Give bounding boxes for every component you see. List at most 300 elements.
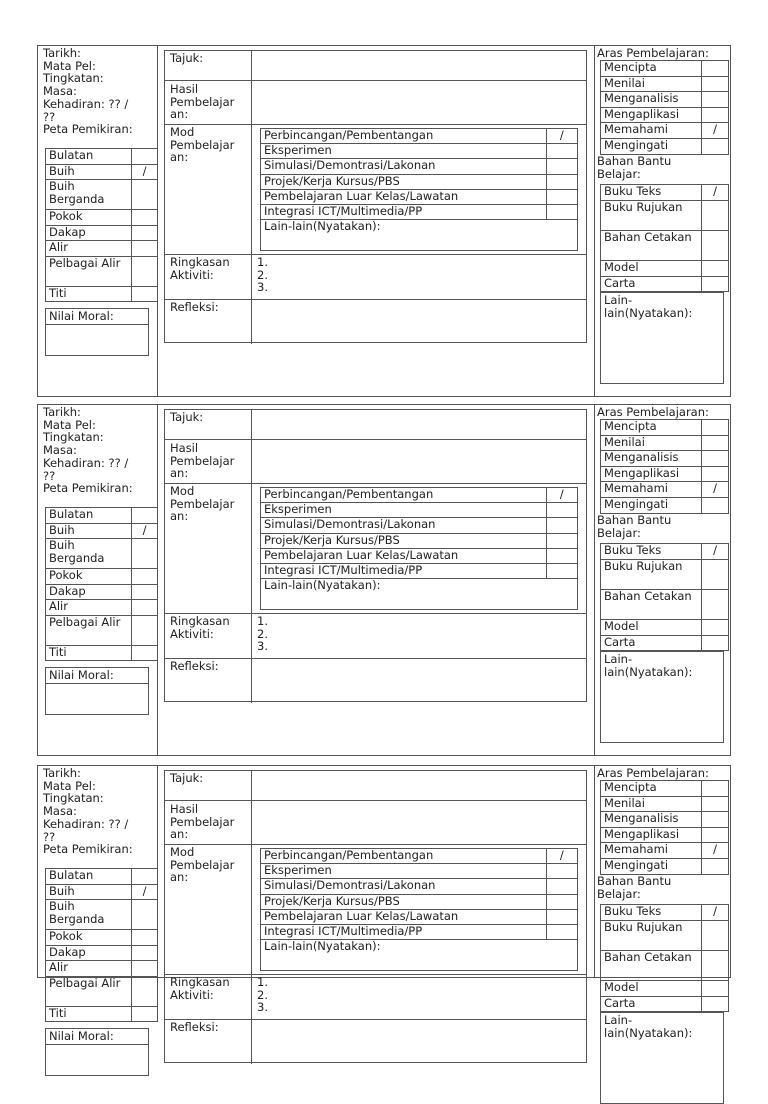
aras-table xyxy=(600,419,729,514)
peta_pemikiran-row xyxy=(46,961,158,977)
peta_pemikiran-row xyxy=(46,930,158,946)
bahan-row xyxy=(601,950,729,980)
peta-pemikiran-label: Peta Pemikiran: xyxy=(43,481,133,496)
resources-column xyxy=(594,405,731,755)
peta_pemikiran-label: Titi xyxy=(46,1006,132,1022)
bahan-label: Model xyxy=(601,980,702,996)
mod-label: Perbincangan/Pembentangan xyxy=(261,849,547,864)
peta_pemikiran-row xyxy=(46,645,158,661)
peta_pemikiran-tick-cell[interactable] xyxy=(132,241,158,257)
peta_pemikiran-row xyxy=(46,523,158,539)
bahan-tick-cell[interactable] xyxy=(702,230,729,260)
hasil-label: Hasil Pembelajar an: xyxy=(165,801,252,844)
aras-table xyxy=(600,60,729,155)
aras-label: Mengaplikasi xyxy=(601,107,702,123)
bahan-row xyxy=(601,635,729,651)
peta_pemikiran-tick-cell[interactable] xyxy=(132,615,158,645)
peta_pemikiran-row xyxy=(46,900,158,930)
bahan-tick-cell[interactable] xyxy=(702,920,729,950)
resources-column xyxy=(594,46,731,396)
aras-tick-cell[interactable] xyxy=(702,781,729,797)
aras-label: Menilai xyxy=(601,796,702,812)
tajuk-label: Tajuk: xyxy=(165,771,252,800)
aras-tick-cell[interactable] xyxy=(702,138,729,154)
aras-label: Mengaplikasi xyxy=(601,466,702,482)
mod-tick-cell[interactable] xyxy=(546,909,577,924)
hasil-row[interactable] xyxy=(165,800,586,844)
peta-pemikiran-table xyxy=(45,507,158,661)
mod-label: Projek/Kerja Kursus/PBS xyxy=(261,174,547,189)
mata-pel-label: Mata Pel: xyxy=(43,58,96,73)
tajuk-label: Tajuk: xyxy=(165,410,252,439)
refleksi-row[interactable] xyxy=(165,658,586,703)
aras-label: Menganalisis xyxy=(601,451,702,467)
refleksi-label: Refleksi: xyxy=(165,659,252,703)
peta_pemikiran-row xyxy=(46,286,158,302)
aras-tick-cell[interactable] xyxy=(702,61,729,77)
peta-pemikiran-label: Peta Pemikiran: xyxy=(43,122,133,137)
mod-label: Perbincangan/Pembentangan xyxy=(261,488,547,503)
tarikh-label: Tarikh: xyxy=(43,405,81,419)
bahan-row xyxy=(601,276,729,292)
mod-row xyxy=(261,220,578,251)
aras-row xyxy=(601,435,729,451)
mod-row xyxy=(261,503,578,518)
peta_pemikiran-tick-cell[interactable] xyxy=(132,645,158,661)
peta_pemikiran-label: Buih xyxy=(46,523,132,539)
bahan-tick-cell[interactable] xyxy=(702,619,729,635)
mod-row xyxy=(261,174,578,189)
bahan-lain-box[interactable] xyxy=(600,1012,724,1104)
ringkasan-item[interactable]: 1. xyxy=(257,975,268,989)
peta_pemikiran-tick-cell[interactable] xyxy=(132,225,158,241)
masa-label: Masa: xyxy=(43,84,77,99)
mod-label: Simulasi/Demontrasi/Lakonan xyxy=(261,518,547,533)
aras-label: Mencipta xyxy=(601,420,702,436)
peta_pemikiran-row xyxy=(46,164,158,180)
peta_pemikiran-tick-cell[interactable]: / xyxy=(132,523,158,539)
mod-label: Integrasi ICT/Multimedia/PP xyxy=(261,924,547,939)
mod-label: Integrasi ICT/Multimedia/PP xyxy=(261,204,547,219)
hasil-label: Hasil Pembelajar an: xyxy=(165,81,252,124)
nilai-moral-label: Nilai Moral: xyxy=(46,668,148,684)
mod-row xyxy=(261,533,578,548)
bahan-tick-cell[interactable]: / xyxy=(702,185,729,201)
identity-fields xyxy=(43,47,133,136)
kehadiran-total: ?? xyxy=(43,109,56,124)
peta_pemikiran-tick-cell[interactable] xyxy=(132,976,158,1006)
mod-row xyxy=(165,483,586,613)
mod-row xyxy=(261,879,578,894)
peta_pemikiran-label: Dakap xyxy=(46,225,132,241)
bahan-lain-label: Lain-lain(Nyatakan): xyxy=(604,1013,693,1040)
mod-label: Mod Pembelajar an: xyxy=(165,845,252,974)
bahan-label: Carta xyxy=(601,996,702,1012)
peta_pemikiran-label: Pokok xyxy=(46,210,132,226)
peta_pemikiran-label: Bulatan xyxy=(46,869,132,885)
lesson-plan xyxy=(37,765,731,1043)
resources-column xyxy=(594,766,731,1040)
peta_pemikiran-label: Buih Berganda xyxy=(46,539,132,569)
mod-label: Simulasi/Demontrasi/Lakonan xyxy=(261,159,547,174)
bahan-tick-cell[interactable]: / xyxy=(702,905,729,921)
mod-row xyxy=(261,924,578,939)
bahan-label: Carta xyxy=(601,276,702,292)
nilai-moral-box[interactable] xyxy=(45,1028,149,1076)
mod-row xyxy=(261,940,578,971)
mod-other-label[interactable]: Lain-lain(Nyatakan): xyxy=(261,579,578,610)
aras-label: Menganalisis xyxy=(601,92,702,108)
bahan-label: Bahan Bantu Belajar: xyxy=(597,154,672,181)
bahan-tick-cell[interactable]: / xyxy=(702,544,729,560)
peta_pemikiran-tick-cell[interactable] xyxy=(132,539,158,569)
ringkasan-item[interactable]: 2. xyxy=(257,987,268,1002)
bahan-lain-box[interactable] xyxy=(600,292,724,384)
aras-label: Memahami xyxy=(601,482,702,498)
peta_pemikiran-tick-cell[interactable] xyxy=(132,945,158,961)
refleksi-row[interactable] xyxy=(165,299,586,344)
aras-label: Menilai xyxy=(601,435,702,451)
bahan-row xyxy=(601,260,729,276)
peta_pemikiran-tick-cell[interactable] xyxy=(132,508,158,524)
aras-row xyxy=(601,466,729,482)
tarikh-label: Tarikh: xyxy=(43,766,81,780)
aras-tick-cell[interactable] xyxy=(702,812,729,828)
peta_pemikiran-label: Pelbagai Alir xyxy=(46,615,132,645)
ringkasan-list xyxy=(257,976,268,1014)
mod-other-label[interactable]: Lain-lain(Nyatakan): xyxy=(261,940,578,971)
aras-tick-cell[interactable] xyxy=(702,107,729,123)
peta_pemikiran-label: Dakap xyxy=(46,584,132,600)
ringkasan-item[interactable]: 2. xyxy=(257,626,268,641)
aras-tick-cell[interactable] xyxy=(702,796,729,812)
mod-label: Pembelajaran Luar Kelas/Lawatan xyxy=(261,909,547,924)
aras-tick-cell[interactable] xyxy=(702,858,729,874)
peta_pemikiran-tick-cell[interactable]: / xyxy=(132,164,158,180)
peta_pemikiran-label: Titi xyxy=(46,286,132,302)
bahan-tick-cell[interactable] xyxy=(702,200,729,230)
mod-row xyxy=(261,909,578,924)
bahan-table xyxy=(600,904,729,1012)
peta_pemikiran-label: Bulatan xyxy=(46,508,132,524)
bahan-tick-cell[interactable] xyxy=(702,635,729,651)
mod-row xyxy=(261,204,578,219)
content-box xyxy=(164,409,587,702)
aras-label: Aras Pembelajaran: xyxy=(597,46,709,60)
ringkasan-item[interactable]: 1. xyxy=(257,614,268,628)
nilai-moral-box[interactable] xyxy=(45,308,149,356)
aras-row xyxy=(601,107,729,123)
lesson-plan xyxy=(37,45,731,397)
aras-row xyxy=(601,781,729,797)
aras-row xyxy=(601,138,729,154)
aras-row xyxy=(601,843,729,859)
tajuk-label: Tajuk: xyxy=(165,51,252,80)
mod-label: Mod Pembelajar an: xyxy=(165,125,252,254)
aras-row xyxy=(601,76,729,92)
mod-row xyxy=(261,579,578,610)
aras-row xyxy=(601,451,729,467)
aras-label: Aras Pembelajaran: xyxy=(597,766,709,780)
bahan-label: Buku Rujukan xyxy=(601,559,702,589)
refleksi-label: Refleksi: xyxy=(165,300,252,344)
aras-label: Menilai xyxy=(601,76,702,92)
peta_pemikiran-tick-cell[interactable] xyxy=(132,584,158,600)
peta_pemikiran-tick-cell[interactable] xyxy=(132,961,158,977)
peta_pemikiran-tick-cell[interactable]: / xyxy=(132,884,158,900)
peta-pemikiran-label: Peta Pemikiran: xyxy=(43,842,133,857)
mod-tick-cell[interactable] xyxy=(546,189,577,204)
peta_pemikiran-row xyxy=(46,584,158,600)
aras-row xyxy=(601,123,729,139)
nilai-moral-label: Nilai Moral: xyxy=(46,1029,148,1045)
bahan-row xyxy=(601,619,729,635)
mod-label: Perbincangan/Pembentangan xyxy=(261,129,547,144)
peta_pemikiran-tick-cell[interactable] xyxy=(132,256,158,286)
peta_pemikiran-row xyxy=(46,884,158,900)
identity-fields xyxy=(43,767,133,856)
mod-tick-cell[interactable] xyxy=(546,879,577,894)
bahan-tick-cell[interactable] xyxy=(702,950,729,980)
bahan-row xyxy=(601,905,729,921)
tingkatan-label: Tingkatan: xyxy=(43,430,104,445)
mod-other-label[interactable]: Lain-lain(Nyatakan): xyxy=(261,220,578,251)
content-box xyxy=(164,770,587,1063)
tajuk-row[interactable] xyxy=(165,771,586,800)
bahan-lain-label: Lain-lain(Nyatakan): xyxy=(604,293,693,320)
mod-label: Integrasi ICT/Multimedia/PP xyxy=(261,563,547,578)
mod-label: Eksperimen xyxy=(261,864,547,879)
peta_pemikiran-label: Alir xyxy=(46,961,132,977)
mod-row xyxy=(261,849,578,864)
aras-row xyxy=(601,482,729,498)
ringkasan-label: Ringkasan Aktiviti: xyxy=(165,975,252,1019)
bahan-tick-cell[interactable] xyxy=(702,276,729,292)
refleksi-row[interactable] xyxy=(165,1019,586,1064)
aras-label: Mencipta xyxy=(601,781,702,797)
nilai-moral-box[interactable] xyxy=(45,667,149,715)
bahan-row xyxy=(601,544,729,560)
peta_pemikiran-label: Buih xyxy=(46,884,132,900)
masa-label: Masa: xyxy=(43,804,77,819)
mod-tick-cell[interactable] xyxy=(546,159,577,174)
peta_pemikiran-row xyxy=(46,569,158,585)
aras-row xyxy=(601,61,729,77)
peta_pemikiran-row xyxy=(46,210,158,226)
mod-row xyxy=(261,144,578,159)
bahan-tick-cell[interactable] xyxy=(702,980,729,996)
bahan-row xyxy=(601,559,729,589)
content-column xyxy=(157,766,594,1034)
mod-row xyxy=(261,488,578,503)
content-box xyxy=(164,50,587,343)
kehadiran-total: ?? xyxy=(43,468,56,483)
peta_pemikiran-label: Pelbagai Alir xyxy=(46,976,132,1006)
peta_pemikiran-tick-cell[interactable] xyxy=(132,569,158,585)
peta_pemikiran-label: Buih Berganda xyxy=(46,900,132,930)
lesson-plan xyxy=(37,404,731,756)
peta_pemikiran-tick-cell[interactable] xyxy=(132,286,158,302)
mod-tick-cell[interactable] xyxy=(546,924,577,939)
mod-tick-cell[interactable] xyxy=(546,503,577,518)
hasil-label: Hasil Pembelajar an: xyxy=(165,440,252,483)
peta_pemikiran-label: Dakap xyxy=(46,945,132,961)
aras-label: Memahami xyxy=(601,123,702,139)
peta_pemikiran-row xyxy=(46,508,158,524)
mod-label: Mod Pembelajar an: xyxy=(165,484,252,613)
mod-table xyxy=(260,848,578,971)
peta_pemikiran-tick-cell[interactable] xyxy=(132,930,158,946)
refleksi-label: Refleksi: xyxy=(165,1020,252,1064)
mod-tick-cell[interactable] xyxy=(546,144,577,159)
mod-tick-cell[interactable] xyxy=(546,518,577,533)
mod-tick-cell[interactable]: / xyxy=(546,849,577,864)
mod-row xyxy=(261,518,578,533)
peta_pemikiran-row xyxy=(46,225,158,241)
mod-tick-cell[interactable]: / xyxy=(546,488,577,503)
bahan-lain-box[interactable] xyxy=(600,651,724,743)
aras-row xyxy=(601,796,729,812)
mod-label: Simulasi/Demontrasi/Lakonan xyxy=(261,879,547,894)
mod-table xyxy=(260,487,578,610)
aras-tick-cell[interactable] xyxy=(702,827,729,843)
kehadiran-total: ?? xyxy=(43,829,56,844)
mod-row xyxy=(261,129,578,144)
aras-row xyxy=(601,827,729,843)
mod-tick-cell[interactable] xyxy=(546,894,577,909)
tajuk-row[interactable] xyxy=(165,51,586,80)
tingkatan-label: Tingkatan: xyxy=(43,71,104,86)
aras-tick-cell[interactable]: / xyxy=(702,843,729,859)
mod-row xyxy=(165,844,586,974)
aras-tick-cell[interactable]: / xyxy=(702,482,729,498)
bahan-tick-cell[interactable] xyxy=(702,589,729,619)
hasil-row[interactable] xyxy=(165,80,586,124)
mod-row xyxy=(261,189,578,204)
mod-row xyxy=(261,563,578,578)
peta_pemikiran-tick-cell[interactable] xyxy=(132,869,158,885)
ringkasan-item[interactable]: 2. xyxy=(257,267,268,282)
mod-label: Projek/Kerja Kursus/PBS xyxy=(261,533,547,548)
bahan-row xyxy=(601,920,729,950)
peta_pemikiran-tick-cell[interactable] xyxy=(132,1006,158,1022)
peta_pemikiran-label: Pokok xyxy=(46,569,132,585)
bahan-tick-cell[interactable] xyxy=(702,996,729,1012)
identity-column xyxy=(38,46,158,396)
peta_pemikiran-tick-cell[interactable] xyxy=(132,149,158,165)
aras-label: Mengingati xyxy=(601,858,702,874)
mod-tick-cell[interactable] xyxy=(546,174,577,189)
aras-label: Mengingati xyxy=(601,138,702,154)
aras-label: Mengaplikasi xyxy=(601,827,702,843)
aras-tick-cell[interactable] xyxy=(702,420,729,436)
bahan-label: Bahan Cetakan xyxy=(601,230,702,260)
bahan-label: Bahan Bantu Belajar: xyxy=(597,874,672,901)
bahan-row xyxy=(601,980,729,996)
mod-tick-cell[interactable] xyxy=(546,864,577,879)
ringkasan-item[interactable]: 1. xyxy=(257,255,268,269)
ringkasan-item[interactable]: 3. xyxy=(257,639,268,654)
peta_pemikiran-label: Alir xyxy=(46,600,132,616)
mod-tick-cell[interactable] xyxy=(546,533,577,548)
peta_pemikiran-row xyxy=(46,180,158,210)
mod-tick-cell[interactable] xyxy=(546,563,577,578)
ringkasan-row xyxy=(165,254,586,299)
mod-row xyxy=(261,548,578,563)
bahan-label: Buku Teks xyxy=(601,905,702,921)
peta_pemikiran-tick-cell[interactable] xyxy=(132,210,158,226)
aras-tick-cell[interactable] xyxy=(702,92,729,108)
content-column xyxy=(157,46,594,396)
ringkasan-item[interactable]: 3. xyxy=(257,280,268,295)
bahan-label: Bahan Bantu Belajar: xyxy=(597,513,672,540)
aras-label: Menganalisis xyxy=(601,812,702,828)
aras-label: Memahami xyxy=(601,843,702,859)
peta_pemikiran-row xyxy=(46,149,158,165)
bahan-tick-cell[interactable] xyxy=(702,559,729,589)
identity-fields xyxy=(43,406,133,495)
peta_pemikiran-row xyxy=(46,976,158,1006)
peta_pemikiran-label: Pokok xyxy=(46,930,132,946)
aras-tick-cell[interactable] xyxy=(702,435,729,451)
mod-label: Eksperimen xyxy=(261,503,547,518)
bahan-label: Buku Rujukan xyxy=(601,200,702,230)
ringkasan-label: Ringkasan Aktiviti: xyxy=(165,614,252,658)
peta_pemikiran-tick-cell[interactable] xyxy=(132,180,158,210)
bahan-label: Buku Teks xyxy=(601,185,702,201)
aras-label: Mengingati xyxy=(601,497,702,513)
bahan-label: Model xyxy=(601,260,702,276)
peta_pemikiran-tick-cell[interactable] xyxy=(132,900,158,930)
mod-table xyxy=(260,128,578,251)
kehadiran-label: Kehadiran: ?? / xyxy=(43,816,129,831)
content-column xyxy=(157,405,594,755)
peta_pemikiran-row xyxy=(46,600,158,616)
mod-tick-cell[interactable] xyxy=(546,548,577,563)
peta_pemikiran-tick-cell[interactable] xyxy=(132,600,158,616)
aras-tick-cell[interactable]: / xyxy=(702,123,729,139)
hasil-row[interactable] xyxy=(165,439,586,483)
peta_pemikiran-row xyxy=(46,539,158,569)
mod-tick-cell[interactable] xyxy=(546,204,577,219)
peta-pemikiran-table xyxy=(45,868,158,1022)
mod-label: Pembelajaran Luar Kelas/Lawatan xyxy=(261,548,547,563)
aras-tick-cell[interactable] xyxy=(702,76,729,92)
ringkasan-item[interactable]: 3. xyxy=(257,1000,268,1015)
aras-row xyxy=(601,92,729,108)
aras-tick-cell[interactable] xyxy=(702,466,729,482)
aras-tick-cell[interactable] xyxy=(702,497,729,513)
bahan-label: Carta xyxy=(601,635,702,651)
peta_pemikiran-label: Titi xyxy=(46,645,132,661)
bahan-row xyxy=(601,589,729,619)
tajuk-row[interactable] xyxy=(165,410,586,439)
bahan-table xyxy=(600,543,729,651)
aras-tick-cell[interactable] xyxy=(702,451,729,467)
tingkatan-label: Tingkatan: xyxy=(43,791,104,806)
bahan-label: Bahan Cetakan xyxy=(601,950,702,980)
bahan-row xyxy=(601,185,729,201)
aras-row xyxy=(601,420,729,436)
bahan-tick-cell[interactable] xyxy=(702,260,729,276)
identity-column xyxy=(38,405,158,755)
bahan-label: Bahan Cetakan xyxy=(601,589,702,619)
nilai-moral-label: Nilai Moral: xyxy=(46,309,148,325)
mata-pel-label: Mata Pel: xyxy=(43,417,96,432)
peta-pemikiran-table xyxy=(45,148,158,302)
peta_pemikiran-row xyxy=(46,241,158,257)
mod-tick-cell[interactable]: / xyxy=(546,129,577,144)
